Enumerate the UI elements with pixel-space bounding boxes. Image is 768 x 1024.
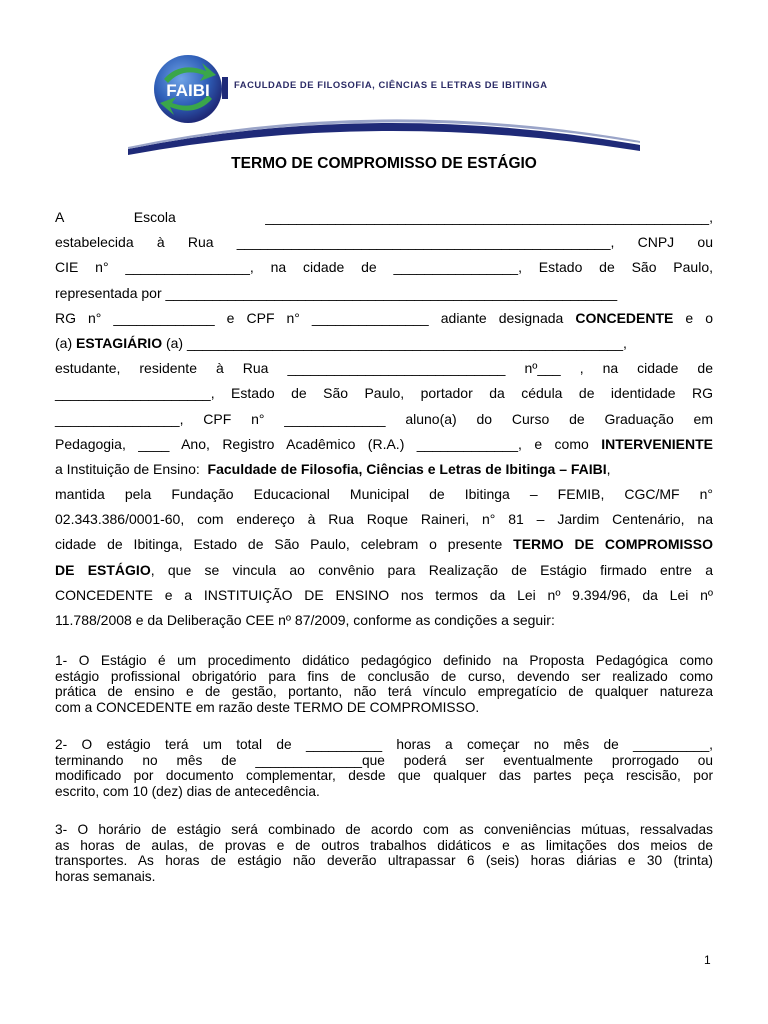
intro-line: (a) ESTAGIÁRIO (a) ________________________________________________________,	[55, 334, 627, 351]
logo-text: FAIBI	[166, 81, 210, 100]
intro-line: cidade de Ibitinga, Estado de São Paulo, celebram o presente TERMO DE COMPROMISSO	[55, 536, 713, 553]
intro-line: DE ESTÁGIO, que se vincula ao convênio para Realização de Estágio firmado entre a	[55, 561, 713, 578]
clause-1: 1- O Estágio é um procedimento didático pedagógico definido na Proposta Pedagógica como estágio profissional obrigatório para fins de conclusão de curso, devendo ser realizado como prática de ensino e de gestão, portanto, não terá vínculo empregatício de qualquer natureza com a CONCEDENTE em razão deste TERMO DE COMPROMISSO.	[55, 653, 713, 715]
intro-line: representada por __________________________________________________________	[55, 284, 618, 301]
clause-3: 3- O horário de estágio será combinado de acordo com as conveniências mútuas, ressalvadas as horas de aulas, de provas e de outros trabalhos didáticos e as limitações dos meios de transportes. As horas de estágio não deverão ultrapassar 6 (seis) horas diárias e 30 (trinta) horas semanais.	[55, 822, 713, 884]
header-swoosh	[128, 105, 640, 155]
clause-2: 2- O estágio terá um total de __________ horas a começar no mês de __________, terminando no mês de ______________que poderá ser eventualmente prorrogado ou modificado por documento complementar, desde que qualquer das partes peça rescisão, por escrito, com 10 (dez) dias de antecedência.	[55, 737, 713, 799]
intro-line: mantida pela Fundação Educacional Municipal de Ibitinga – FEMIB, CGC/MF n°	[55, 486, 713, 503]
document-title: TERMO DE COMPROMISSO DE ESTÁGIO	[231, 155, 537, 172]
intro-line: 02.343.386/0001-60, com endereço à Rua Roque Raineri, n° 81 – Jardim Centenário, na	[55, 511, 713, 528]
letterhead	[128, 50, 640, 155]
intro-line: Pedagogia, ____ Ano, Registro Acadêmico (R.A.) _____________, e como INTERVENIENTE	[55, 435, 713, 452]
intro-line: CONCEDENTE e a INSTITUIÇÃO DE ENSINO nos termos da Lei nº 9.394/96, da Lei nº	[55, 586, 713, 603]
page-number: 1	[704, 953, 711, 967]
intro-line: RG n° _____________ e CPF n° _______________ adiante designada CONCEDENTE e o	[55, 309, 713, 326]
intro-line: estabelecida à Rua ________________________________________________, CNPJ ou	[55, 234, 713, 251]
intro-line: A Escola _________________________________________________________,	[55, 209, 713, 225]
intro-line: 11.788/2008 e da Deliberação CEE nº 87/2009, conforme as condições a seguir:	[55, 612, 555, 628]
intro-line: ________________, CPF n° _____________ aluno(a) do Curso de Graduação em	[55, 410, 713, 427]
institution-name: FACULDADE DE FILOSOFIA, CIÊNCIAS E LETRAS DE IBITINGA	[234, 79, 548, 90]
intro-line: ____________________, Estado de São Paulo, portador da cédula de identidade RG	[55, 385, 713, 402]
intro-paragraph	[55, 205, 713, 633]
intro-line: estudante, residente à Rua ____________________________ nº___ , na cidade de	[55, 360, 713, 377]
intro-line: a Instituição de Ensino: Faculdade de Filosofia, Ciências e Letras de Ibitinga – FAIBI,	[55, 460, 611, 477]
intro-line: CIE n° ________________, na cidade de ________________, Estado de São Paulo,	[55, 259, 713, 276]
